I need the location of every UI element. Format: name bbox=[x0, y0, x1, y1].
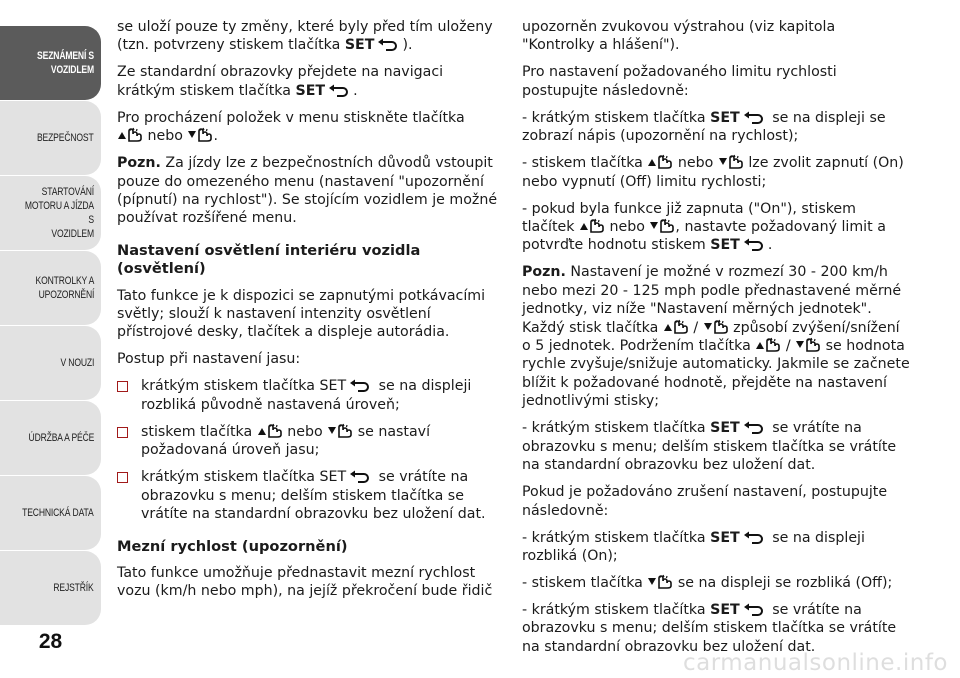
tab-seznameni-s-vozidlem[interactable] bbox=[0, 26, 101, 100]
paragraph bbox=[117, 63, 501, 100]
text: se na displeji rozbliká původně nastavená úroveň; bbox=[141, 378, 472, 413]
text: Nastavení je možné v rozmezí 30 - 200 km/h nebo mezi 20 - 125 mph podle přednastavené měrné jednotky, viz níže "Nastavení měrných jednotek". Každý stisk tlačítka bbox=[522, 264, 902, 336]
paragraph: Tato funkce je k dispozici se zapnutými potkávacími světly; slouží k nastavení intenzity osvětlení přístrojové desky, tlačítek a displeje autorádia. bbox=[117, 287, 486, 341]
down-button-icon bbox=[795, 337, 821, 352]
tab-v-nouzi[interactable] bbox=[0, 326, 101, 400]
down-button-icon bbox=[187, 127, 213, 142]
tab-bezpecnost[interactable] bbox=[0, 101, 101, 175]
text: / bbox=[693, 319, 699, 336]
up-button-icon bbox=[647, 154, 673, 169]
list-item bbox=[117, 423, 501, 460]
up-button-icon bbox=[663, 319, 689, 334]
paragraph bbox=[522, 154, 912, 191]
text: Ze standardní obrazovky přejdete na navigaci krátkým stiskem tlačítka bbox=[117, 64, 444, 99]
list-item bbox=[117, 468, 501, 523]
paragraph bbox=[522, 200, 912, 255]
note-label: Pozn. bbox=[117, 155, 161, 172]
text: se na displeji rozbliká (On); bbox=[522, 529, 865, 564]
set-label: SET bbox=[710, 237, 740, 254]
text: ). bbox=[402, 37, 413, 54]
set-return-icon bbox=[743, 421, 765, 434]
text: nebo bbox=[147, 128, 183, 145]
down-button-icon bbox=[649, 218, 675, 233]
section-heading: Mezní rychlost (upozornění) bbox=[117, 537, 348, 555]
up-button-icon bbox=[117, 127, 143, 142]
set-label: SET bbox=[710, 109, 740, 126]
text: nebo bbox=[609, 219, 645, 236]
text: / bbox=[785, 338, 791, 355]
set-return-icon bbox=[743, 111, 765, 124]
text: se uloží pouze ty změny, které byly před tím uloženy (tzn. potvrzeny stiskem tlačítka bbox=[117, 19, 493, 54]
text: stiskem tlačítka bbox=[141, 423, 253, 440]
list-item bbox=[117, 377, 501, 414]
down-button-icon bbox=[703, 319, 729, 334]
paragraph bbox=[117, 18, 501, 55]
paragraph bbox=[522, 109, 912, 146]
set-return-icon bbox=[743, 238, 765, 251]
text: . bbox=[767, 237, 773, 254]
tab-label: V NOUZI bbox=[60, 357, 94, 369]
text: - krátkým stiskem tlačítka bbox=[522, 420, 706, 437]
tab-label: ÚDRŽBA A PÉČE bbox=[28, 432, 94, 444]
section-heading: Nastavení osvětlení interiéru vozidla (osvětlení) bbox=[117, 241, 421, 278]
text: se na displeji se zobrazí nápis (upozornění na rychlost); bbox=[522, 109, 886, 145]
set-return-icon bbox=[743, 531, 765, 544]
text: se vrátíte na obrazovku s menu; delším stiskem tlačítka se vrátíte na standardní obrazovku bez uložení dat. bbox=[522, 420, 897, 474]
text: se vrátíte na obrazovku s menu; delším stiskem tlačítka se vrátíte na standardní obrazovku bez uložení dat. bbox=[522, 601, 897, 655]
text: se hodnota rychle zvyšuje/snižuje automaticky. Jakmile se začnete blížit k požadované hodnotě, přejděte na nastavení jednotlivými stisky; bbox=[522, 338, 910, 410]
text: - stiskem tlačítka bbox=[522, 155, 643, 172]
text: způsobí zvýšení/snížení o 5 jednotek. Podržením tlačítka bbox=[522, 319, 900, 355]
text: se vrátíte na obrazovku s menu; delším stiskem tlačítka se vrátíte na standardní obrazovku bez uložení dat. bbox=[141, 469, 486, 523]
left-column bbox=[117, 18, 501, 609]
up-button-icon bbox=[579, 218, 605, 233]
paragraph bbox=[522, 419, 912, 474]
text: , nastavte požadovaný limit a potvrďte hodnotu stiskem bbox=[522, 219, 886, 254]
tab-technicka-data[interactable] bbox=[0, 476, 101, 550]
down-button-icon bbox=[327, 423, 353, 438]
text: Za jízdy lze z bezpečnostních důvodů vstoupit pouze do omezeného menu (nastavení "upozornění (pípnutí) na rychlost"). Se stojícím vozidlem je možné používat rozšířené menu. bbox=[117, 155, 498, 227]
set-return-icon bbox=[349, 379, 371, 392]
paragraph bbox=[522, 601, 912, 656]
text: - pokud byla funkce již zapnuta ("On"), stiskem tlačítek bbox=[522, 200, 856, 236]
text: nebo bbox=[287, 423, 323, 440]
tab-label: SEZNÁMENÍ S VOZIDLEM bbox=[37, 50, 94, 76]
chapter-sidebar bbox=[0, 0, 101, 678]
tab-label: TECHNICKÁ DATA bbox=[22, 507, 94, 519]
tab-label: STARTOVÁNÍ MOTORU A JÍZDA S VOZIDLEM bbox=[24, 186, 94, 240]
up-button-icon bbox=[257, 423, 283, 438]
paragraph bbox=[522, 529, 912, 566]
set-return-icon bbox=[349, 470, 371, 483]
text: . bbox=[213, 128, 218, 145]
tab-label: BEZPEČNOST bbox=[37, 132, 94, 144]
tab-startovani[interactable] bbox=[0, 176, 101, 250]
text: krátkým stiskem tlačítka SET bbox=[141, 469, 347, 486]
note-label: Pozn. bbox=[522, 264, 566, 281]
text: - krátkým stiskem tlačítka bbox=[522, 601, 706, 618]
right-column bbox=[522, 18, 912, 665]
tab-label: REJSTŘÍK bbox=[53, 582, 94, 594]
text: Pro procházení položek v menu stiskněte tlačítka bbox=[117, 109, 465, 126]
paragraph: Pokud je požadováno zrušení nastavení, postupujte následovně: bbox=[522, 484, 888, 519]
text: - krátkým stiskem tlačítka bbox=[522, 109, 706, 126]
paragraph bbox=[117, 109, 501, 146]
page-number: 28 bbox=[38, 630, 63, 653]
text: - stiskem tlačítka bbox=[522, 574, 643, 591]
tab-udrzba[interactable] bbox=[0, 401, 101, 475]
paragraph: upozorněn zvukovou výstrahou (viz kapitola "Kontrolky a hlášení"). bbox=[522, 19, 836, 54]
set-return-icon bbox=[743, 603, 765, 616]
set-return-icon bbox=[377, 38, 399, 51]
tab-kontrolky[interactable] bbox=[0, 251, 101, 325]
text: krátkým stiskem tlačítka SET bbox=[141, 378, 347, 395]
set-label: SET bbox=[344, 37, 375, 54]
text: nebo bbox=[677, 155, 714, 172]
tab-label: KONTROLKY A UPOZORNĚNÍ bbox=[35, 275, 94, 301]
paragraph: Postup při nastavení jasu: bbox=[117, 351, 301, 368]
down-button-icon bbox=[718, 154, 744, 169]
up-button-icon bbox=[755, 337, 781, 352]
watermark: carmanualsonline.info bbox=[682, 650, 948, 676]
text: se na displeji se rozbliká (Off); bbox=[677, 574, 893, 591]
paragraph: Pro nastavení požadovaného limitu rychlosti postupujte následovně: bbox=[522, 64, 837, 99]
set-label: SET bbox=[710, 529, 740, 546]
text: . bbox=[353, 82, 358, 99]
text: - krátkým stiskem tlačítka bbox=[522, 529, 706, 546]
set-label: SET bbox=[710, 601, 740, 618]
set-label: SET bbox=[295, 82, 326, 99]
note bbox=[522, 263, 912, 410]
set-label: SET bbox=[710, 420, 740, 437]
text: se nastaví požadovaná úroveň jasu; bbox=[141, 423, 431, 459]
paragraph: Tato funkce umožňuje přednastavit mezní rychlost vozu (km/h nebo mph), na jejíž překročení bude řidič bbox=[117, 564, 493, 600]
tab-rejstrik[interactable] bbox=[0, 551, 101, 625]
note bbox=[117, 154, 501, 228]
set-return-icon bbox=[328, 84, 350, 97]
down-button-icon bbox=[647, 574, 673, 589]
text: lze zvolit zapnutí (On) nebo vypnutí (Off) limitu rychlosti; bbox=[522, 155, 904, 190]
paragraph bbox=[522, 574, 912, 592]
